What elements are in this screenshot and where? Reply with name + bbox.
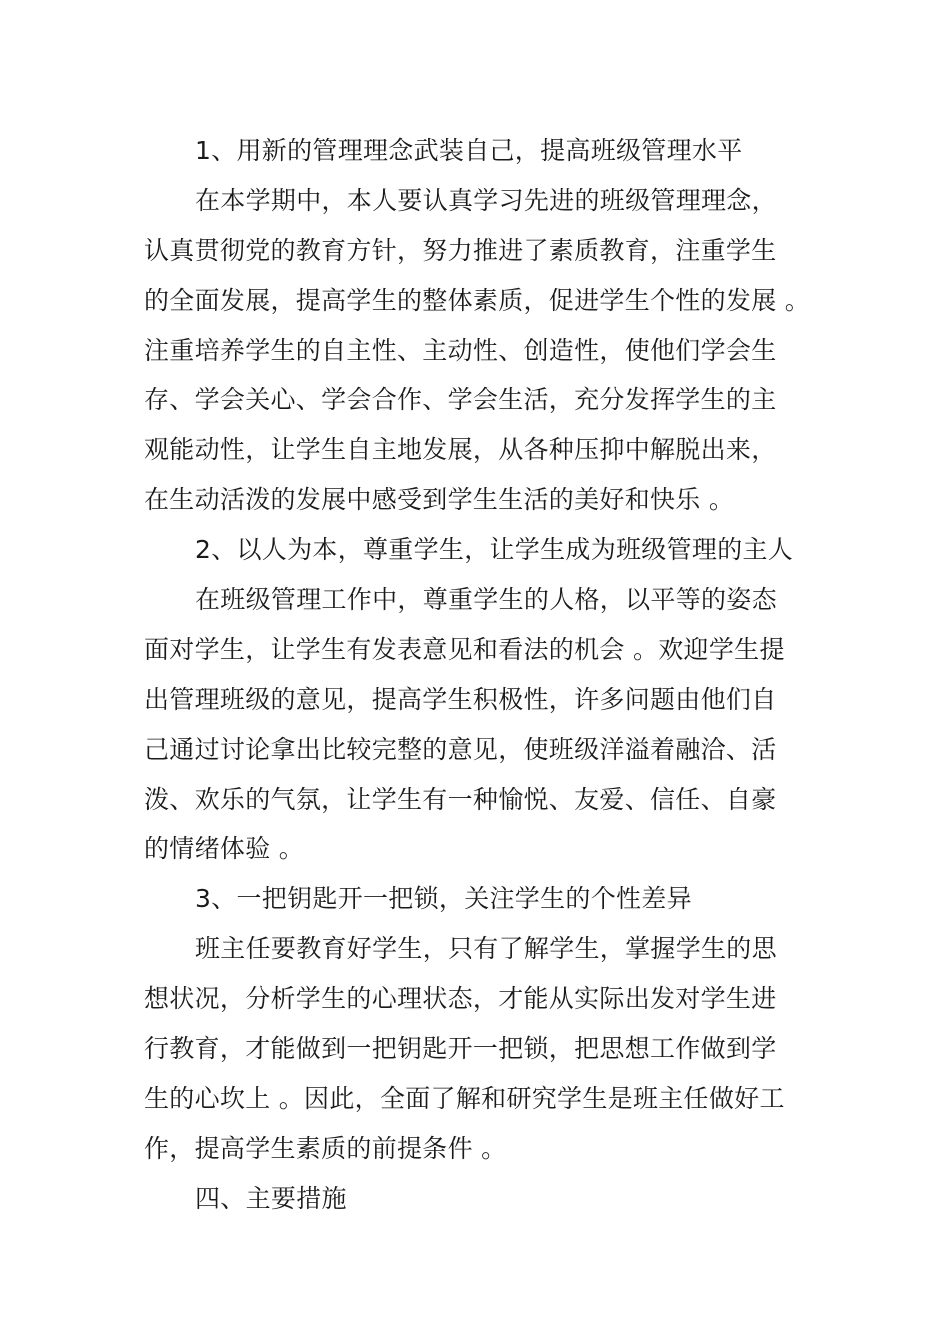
paragraph-line: 行教育，才能做到一把钥匙开一把锁，把思想工作做到学 bbox=[144, 1034, 777, 1064]
paragraph-line: 泼、欢乐的气氛，让学生有一种愉悦、友爱、信任、自豪 bbox=[144, 784, 777, 814]
paragraph-line: 的情绪体验 。 bbox=[144, 834, 305, 864]
paragraph-line: 在班级管理工作中，尊重学生的人格，以平等的姿态 bbox=[195, 585, 777, 615]
paragraph-line: 班主任要教育好学生，只有了解学生，掌握学生的思 bbox=[195, 934, 777, 964]
paragraph-line: 面对学生，让学生有发表意见和看法的机会 。欢迎学生提 bbox=[144, 634, 785, 664]
document-body bbox=[144, 126, 812, 1224]
paragraph-line: 在本学期中，本人要认真学习先进的班级管理理念， bbox=[195, 185, 777, 215]
paragraph-line: 观能动性，让学生自主地发展，从各种压抑中解脱出来， bbox=[144, 435, 777, 465]
paragraph-line: 出管理班级的意见，提高学生积极性，许多问题由他们自 bbox=[144, 684, 777, 714]
paragraph-line: 作，提高学生素质的前提条件 。 bbox=[144, 1133, 507, 1163]
section-heading-4: 四、主要措施 bbox=[195, 1183, 347, 1213]
paragraph-line: 注重培养学生的自主性、主动性、创造性，使他们学会生 bbox=[144, 335, 777, 365]
paragraph-line: 在生动活泼的发展中感受到学生生活的美好和快乐 。 bbox=[144, 485, 735, 515]
paragraph-line: 的全面发展，提高学生的整体素质，促进学生个性的发展 。 bbox=[144, 285, 811, 315]
section-heading-3: 3、一把钥匙开一把锁，关注学生的个性差异 bbox=[195, 884, 692, 914]
paragraph-line: 己通过讨论拿出比较完整的意见，使班级洋溢着融洽、活 bbox=[144, 734, 777, 764]
section-heading-1: 1、用新的管理理念武装自己，提高班级管理水平 bbox=[195, 136, 743, 165]
paragraph-line: 生的心坎上 。因此，全面了解和研究学生是班主任做好工 bbox=[144, 1083, 785, 1113]
paragraph-line: 想状况，分析学生的心理状态，才能从实际出发对学生进 bbox=[144, 984, 777, 1014]
paragraph-line: 认真贯彻党的教育方针，努力推进了素质教育，注重学生 bbox=[144, 235, 777, 265]
paragraph-line: 存、学会关心、学会合作、学会生活，充分发挥学生的主 bbox=[144, 385, 777, 415]
section-heading-2: 2、以人为本，尊重学生，让学生成为班级管理的主人 bbox=[195, 535, 794, 565]
